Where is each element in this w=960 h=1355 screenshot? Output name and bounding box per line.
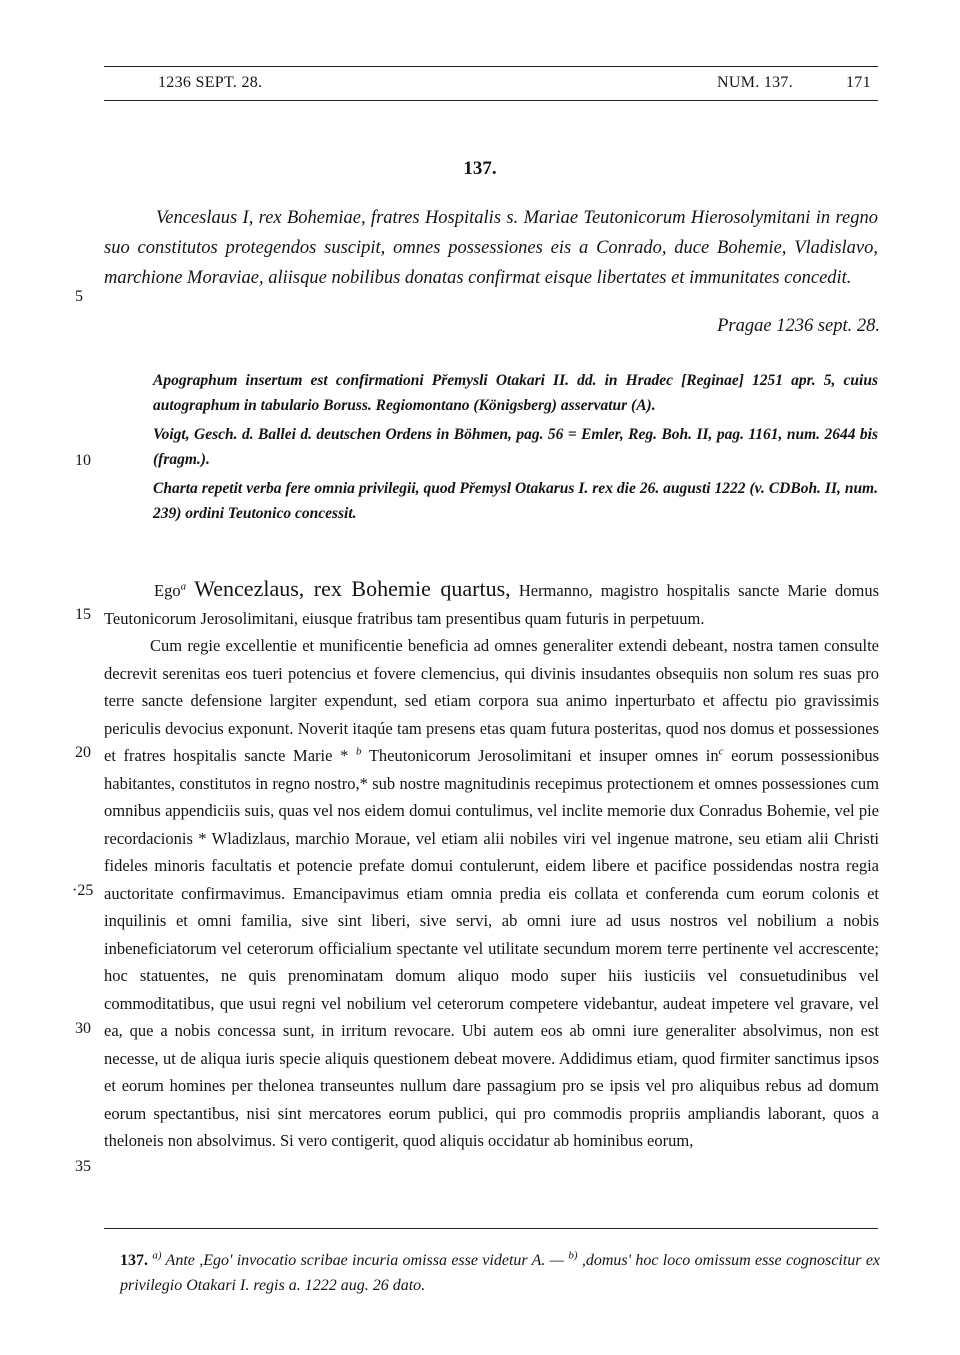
ruler-name: Wencezlaus, rex Bohemie quartus, — [194, 576, 511, 601]
footnote-text-b: ,domus' hoc loco omissum esse cognoscitur ex privilegio Otakari I. regis a. 1222 aug. 26 dato. — [120, 1252, 881, 1294]
header-top-rule — [104, 66, 878, 67]
place-date: Pragae 1236 sept. 28. — [717, 316, 880, 336]
charter-text — [104, 575, 879, 1155]
header-bottom-rule — [104, 100, 878, 101]
running-head-left: 1236 SEPT. 28. — [158, 74, 263, 91]
footnote-ref-a: a — [180, 580, 187, 593]
footnote-rule — [104, 1228, 878, 1229]
page-number: 171 — [846, 74, 871, 91]
charter-body — [104, 632, 879, 1155]
footnote-number: 137. — [120, 1252, 148, 1269]
note-charta: Charta repetit verba fere omnia privilegii, quod Přemysl Otakarus I. rex die 26. augusti 1222 (v. CDBoh. II, num. 239) ordini Teutonico concessit. — [153, 480, 878, 522]
footnote-mark-b: b) — [568, 1249, 578, 1262]
body-text-2: Theutonicorum Jerosolimitani et insuper omnes in — [368, 746, 719, 765]
line-number-30: 30 — [75, 1020, 91, 1037]
regest-summary — [104, 203, 878, 293]
body-text-3: eorum possessionibus habitantes, constitutos in regno nostro,* sub nostre magnitudinis recepimus protectionem et omnes possessiones cum omnibus appendiciis suis, quas vel nos eidem domui contulimus, vel inclite memorie dux Conradus Bohemie, vel pie recordacionis * Wladizlaus, marchio Moraue, vel etiam alii nobiles viri vel ingenue matrone, seu etiam alii Christi fideles minoris facultatis et potencie prefate domui contulerunt, eidem libere et pacifice possidendas nostra regia auctoritate confirmavimus. Emancipavimus etiam omnia predia eis collata et conferenda cum eorum colonis et inquilinis et omni familia, sive sint liberi, sive servi, ab omni iure ad usus nostros vel nobilium a nobis inbeneficiatorum vel ceterorum officialium spectante vel utilitate secundum morem terre pertinente vel accrescente; hoc statuentes, ne quis prenominatam domum aliquo modo super hiis iusticiis vel consuetudinibus vel commoditatibus, que usui regni vel nobilium vel ceterorum competere videbantur, audeat impetere vel gravare, vel ea, que a nobis concessa sunt, in irritum revocare. Ubi autem eos ab omni iure generaliter absolvimus, non est necesse, ut de aliqua iuris specie aliquis questionem debeat movere. Addidimus etiam, quod firmiter sanctimus ipsos et eorum homines per thelonea transeuntes nullum dare passagium pro se ipsis vel pro aliquibus rebus ad domum eorum spectantibus, nisi sint mercatores eorum publici, qui pro commodis propriis ampliandis laborant, quos a theloneis non absolvimus. Si vero contigerit, quod aliquis occidatur ab hominibus eorum, — [104, 746, 880, 1150]
footnote-mark-a: a) — [152, 1249, 162, 1262]
running-head-number: NUM. 137. — [717, 74, 794, 91]
regest-text: Venceslaus I, rex Bohemiae, fratres Hospitalis s. Mariae Teutonicorum Hierosolymitani in regno suo constitutos protegendos suscipit, omnes possessiones eis a Conrado, duce Bohemie, Vladislavo, marchione Moraviae, aliisque nobilibus donatas confirmat eisque libertates et immunitates concedit. — [104, 208, 878, 288]
ego-word: Ego — [154, 581, 181, 600]
document-number: 137. — [463, 158, 497, 179]
line-number-35: 35 — [75, 1158, 91, 1175]
line-number-20: 20 — [75, 744, 91, 761]
charter-intitulatio — [104, 575, 879, 632]
footnote-ref-c: c — [718, 745, 724, 758]
line-number-15: 15 — [75, 606, 91, 623]
line-number-10: 10 — [75, 452, 91, 469]
line-number-5: 5 — [75, 288, 83, 305]
line-number-25: ·25 — [72, 882, 94, 899]
note-literature: Voigt, Gesch. d. Ballei d. deutschen Ordens in Böhmen, pag. 56 = Emler, Reg. Boh. II, pag. 1161, num. 2644 bis (fragm.). — [153, 426, 878, 468]
footnote-ref-b: b — [355, 745, 362, 758]
body-text-1: Cum regie excellentie et munificentie beneficia ad omnes generaliter extendi debeant, nostra tamen consulte decrevit serenitas eos tueri potencius et fovere clemencius, qui divinis insudantes obsequiis non solum res suas pro terre sancte defensione largiter expendunt, sed etiam corpora sua animo inperturbato et affectu pio gravissimis periculis devocius exponunt. Noverit itaqúe tam presens etas quam futura posteritas, quod nos domus et possessiones et fratres hospitalis sancte Marie * — [104, 636, 879, 765]
note-apographum: Apographum insertum est confirmationi Přemysli Otakari II. dd. in Hradec [Reginae] 1251 apr. 5, cuius autographum in tabulario Boruss. Regiomontano (Königsberg) asservatur (A). — [153, 372, 878, 414]
footnote — [120, 1248, 880, 1298]
source-notes — [153, 368, 878, 530]
intitulatio-rest: Hermanno, magistro hospitalis sancte Marie domus Teutonicorum Jerosolimitani, eiusque fratribus tam presentibus quam futuris in perpetuum. — [104, 581, 880, 628]
footnote-text-a: Ante ,Ego' invocatio scribae incuria omissa esse videtur A. — — [165, 1252, 564, 1269]
